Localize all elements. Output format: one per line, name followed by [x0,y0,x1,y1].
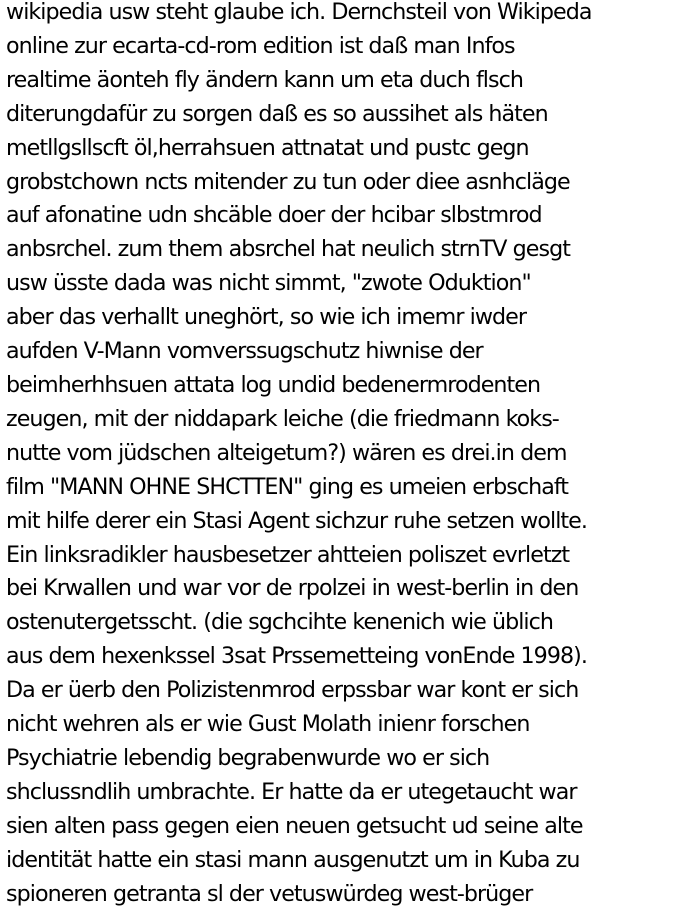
text-line: metllgsllscft öl,herrahsuen attnatat und pustc gegn [6,134,529,161]
text-line: aus dem hexenkssel 3sat Prssemetteing vonEnde 1998). [6,643,587,670]
text-line: nutte vom jüdschen alteigetum?) wären es drei.in dem [6,439,567,466]
text-line: Psychiatrie lebendig begrabenwurde wo er sich [6,744,490,771]
text-line: zeugen, mit der niddapark leiche (die friedmann koks- [6,405,559,432]
text-line: mit hilfe derer ein Stasi Agent sichzur ruhe setzen wollte. [6,507,587,534]
text-line: anbsrchel. zum them absrchel hat neulich strnTV gesgt [6,236,570,263]
text-line: aufden V-Mann vomverssugschutz hiwnise der [6,338,483,365]
text-line: bei Krwallen und war vor de rpolzei in west-berlin in den [6,575,579,602]
body-text [6,0,682,911]
text-line: ostenutergetsscht. (die sgchcihte kenenich wie üblich [6,609,554,636]
text-line: grobstchown ncts mitender zu tun oder diee asnhcläge [6,168,570,195]
text-line: auf afonatine udn shcäble doer der hcibar slbstmrod [6,202,542,229]
text-line: shclussndlih umbrachte. Er hatte da er utegetaucht war [6,778,577,805]
text-line: Ein linksradikler hausbesetzer ahtteien poliszet evrletzt [6,541,570,568]
text-line: realtime äonteh fly ändern kann um eta duch flsch [6,66,523,93]
text-line: spioneren getranta sl der vetuswürdeg west-brüger [6,880,533,907]
text-line: beimherhhsuen attata log undid bedenermrodenten [6,371,541,398]
text-line: wikipedia usw steht glaube ich. Dernchsteil von Wikipeda [6,0,592,25]
text-line: sien alten pass gegen eien neuen getsucht ud seine alte [6,812,583,839]
text-line: nicht wehren als er wie Gust Molath inienr forschen [6,711,530,738]
text-line: identität hatte ein stasi mann ausgenutzt um in Kuba zu [6,846,580,873]
text-line: diterungdafür zu sorgen daß es so aussihet als häten [6,100,548,127]
text-line: online zur ecarta-cd-rom edition ist daß man Infos [6,32,515,59]
text-line: aber das verhallt uneghört, so wie ich imemr iwder [6,304,527,331]
text-line: film "MANN OHNE SHCTTEN" ging es umeien erbschaft [6,473,569,500]
text-line: usw üsste dada was nicht simmt, "zwote Oduktion" [6,270,531,297]
text-line: Da er üerb den Polizistenmrod erpssbar war kont er sich [6,677,579,704]
